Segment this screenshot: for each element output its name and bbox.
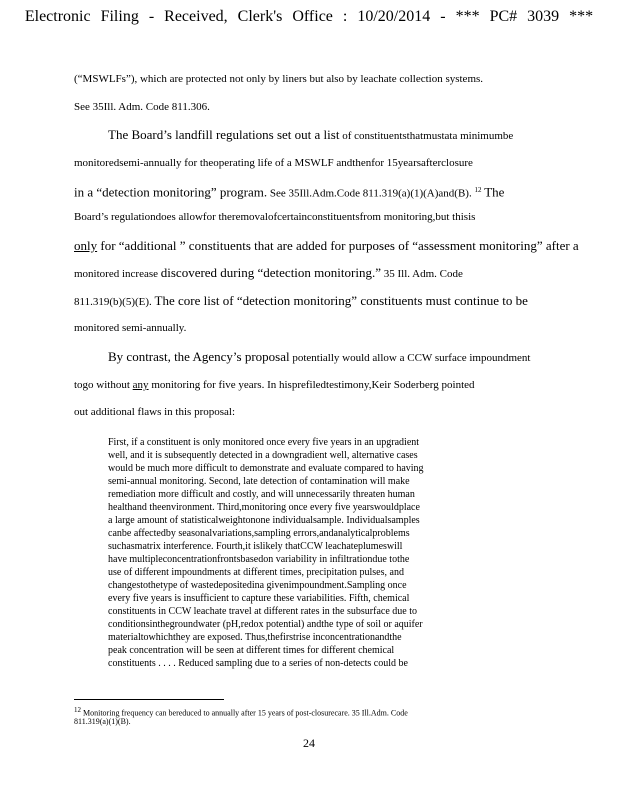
p2-line-1 xyxy=(108,128,513,143)
quote-line: semi-annual monitoring. Second, late detection of contamination will make xyxy=(108,476,410,487)
p2-line-8: monitored semi-annually. xyxy=(74,322,187,334)
quote-line: healthand theenvironment. Third,monitoring once every five yearswouldplace xyxy=(108,502,420,513)
p2-line-2: monitoredsemi-annually for theoperating life of a MSWLF andthenfor 15yearsafterclosure xyxy=(74,157,473,169)
p2-line-4: Board’s regulationdoes allowfor theremovalofcertainconstituentsfrom monitoring,but thisis xyxy=(74,211,476,223)
quote-line: constituents in CCW leachate travel at different rates in the subsurface due to xyxy=(108,606,417,617)
p2-line-6-part-c: 35 Ill. Adm. Code xyxy=(383,268,463,280)
quote-line: have multipleconcentrationfrontsbasedon variability in infiltrationdue tothe xyxy=(108,554,410,565)
quote-line: would be much more difficult to demonstrate and evaluate compared to having xyxy=(108,463,424,474)
p2-line-7-part-a: 811.319(b)(5)(E). xyxy=(74,296,152,308)
p3-line-3: out additional flaws in this proposal: xyxy=(74,406,236,418)
p2-line-5 xyxy=(74,239,579,252)
quote-line: changestothetype of wastedepositedina givenimpoundment.Sampling once xyxy=(108,580,407,591)
footnote-number: 12 xyxy=(74,706,81,714)
p2-line-3-citation: See 35Ill.Adm.Code 811.319(a)(1)(A)and(B). xyxy=(269,187,472,200)
electronic-filing-header: Electronic Filing - Received, Clerk's Office : 10/20/2014 - *** PC# 3039 *** xyxy=(24,8,594,25)
p2-line-7 xyxy=(74,294,528,309)
p2-line-3 xyxy=(74,184,504,201)
quote-line: First, if a constituent is only monitored once every five years in an upgradient xyxy=(108,437,420,448)
p2-line-1-part-a: The Board’s landfill regulations set out a list xyxy=(108,127,340,142)
p3-line-1-part-b: potentially would allow a CCW surface impoundment xyxy=(292,352,531,364)
quote-line: constituents . . . . Reduced sampling due to a series of non-detects could be xyxy=(108,658,408,669)
quote-line: use of different impoundments at different times, precipitation pulses, and xyxy=(108,567,404,578)
quote-line: conditionsinthegroundwater (pH,redox potential) andthe type of soil or aquifer xyxy=(108,619,423,630)
quote-line: peak concentration will be seen at different times for different chemical xyxy=(108,645,395,656)
quote-line: canbe affectedby seasonalvariations,sampling errors,andanalyticalproblems xyxy=(108,528,410,539)
p1-line-2: See 35Ill. Adm. Code 811.306. xyxy=(74,101,210,113)
p1-line-1: (“MSWLFs”), which are protected not only by liners but also by leachate collection systems. xyxy=(74,73,484,85)
footnote-text-1: Monitoring frequency can bereduced to annually after 15 years of post-closurecare. 35 Ill.Adm. Code xyxy=(83,708,408,718)
quote-line: well, and it is subsequently detected in a downgradient well, alternative cases xyxy=(108,450,418,461)
footnote-ref-12: 12 xyxy=(474,186,482,194)
page-number: 24 xyxy=(303,736,315,750)
quote-line: a large amount of statisticalweightonone individualsample. Individualsamples xyxy=(108,515,420,526)
p2-line-6 xyxy=(74,266,463,281)
quote-line: materialtowhichthey are exposed. Thus,thefirstrise inconcentrationandthe xyxy=(108,632,402,643)
p3-line-2-part-a: togo without xyxy=(74,379,130,391)
p3-line-1 xyxy=(108,350,530,365)
footnote-line-2: 811.319(a)(1)(B). xyxy=(74,717,131,726)
p2-line-7-part-b: The core list of “detection monitoring” constituents must continue to be xyxy=(154,293,528,308)
quote-line: suchasmatrix interference. Fourth,it islikely thatCCW leachateplumeswill xyxy=(108,541,403,552)
p3-line-1-part-a: By contrast, the Agency’s proposal xyxy=(108,349,290,364)
p3-line-2-part-c: monitoring for five years. In hisprefiledtestimony,Keir Soderberg pointed xyxy=(151,379,475,391)
quote-line: remediation more difficult and costly, and will unnecessarily threaten human xyxy=(108,489,415,500)
p2-line-3-part-d: The xyxy=(484,184,505,200)
p2-line-6-part-a: monitored increase xyxy=(74,268,158,280)
p2-line-6-part-b: discovered during “detection monitoring.” xyxy=(160,265,381,280)
p2-line-1-part-b: of constituentsthatmustata minimumbe xyxy=(342,130,514,142)
quote-line: every five years is insufficient to capture these variabilities. Fifth, chemical xyxy=(108,593,410,604)
p2-line-3-part-a: in a “detection monitoring” program. xyxy=(74,184,268,200)
footnote-separator xyxy=(74,699,224,700)
underlined-only: only xyxy=(74,238,98,253)
p3-line-2 xyxy=(74,379,475,392)
underlined-any: any xyxy=(132,379,149,391)
p2-line-5-rest: for “additional ” constituents that are added for purposes of “assessment monitoring” after a xyxy=(100,238,579,253)
